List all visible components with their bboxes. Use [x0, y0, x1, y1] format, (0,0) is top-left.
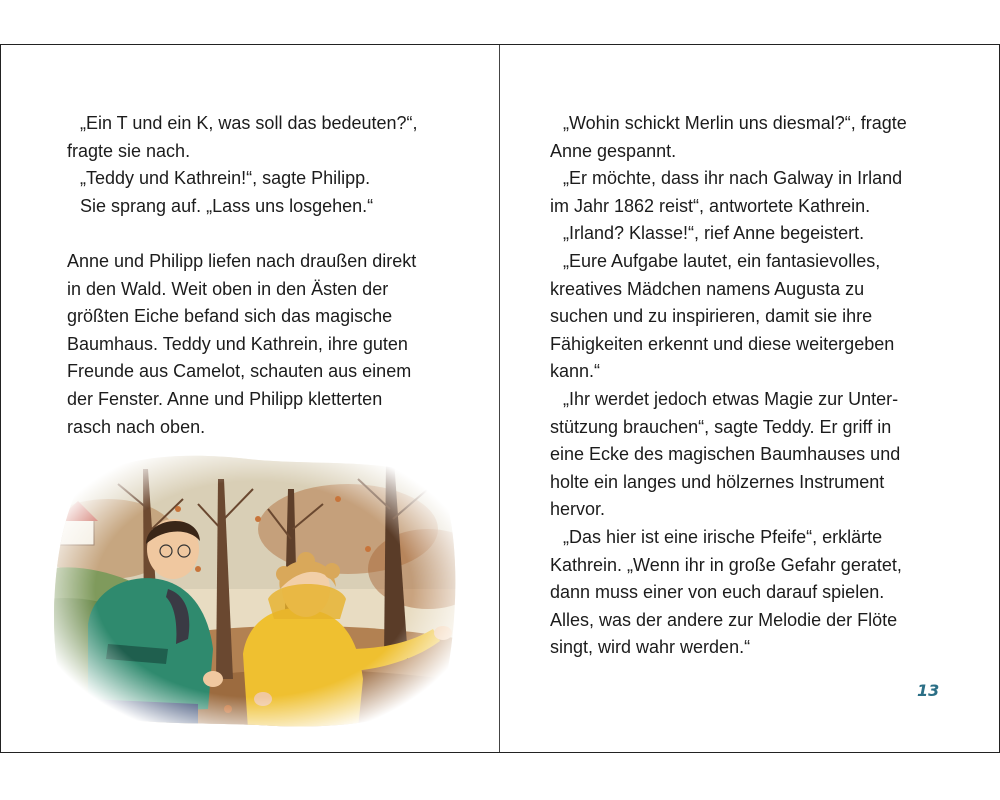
text-line: größten Eiche befand sich das magische — [67, 306, 393, 327]
text-line: „Teddy und Kathrein!“, sagte Philipp. — [80, 168, 371, 189]
text-line: eine Ecke des magischen Baumhauses und — [550, 444, 901, 465]
forest-children-illustration-icon — [48, 449, 460, 729]
text-line: Anne und Philipp liefen nach draußen direkt — [67, 251, 417, 271]
right-text-block — [550, 110, 950, 662]
page-number: 13 — [917, 681, 940, 700]
text-line: der Fenster. Anne und Philipp kletterten — [67, 388, 383, 409]
text-line: „Er möchte, dass ihr nach Galway in Irland — [563, 168, 903, 189]
text-line: kreatives Mädchen namens Augusta zu — [550, 278, 865, 299]
text-line: „Das hier ist eine irische Pfeife“, erklärte — [563, 526, 883, 547]
text-line: Sie sprang auf. „Lass uns losgehen.“ — [80, 195, 374, 216]
text-line: „Irland? Klasse!“, rief Anne begeistert. — [563, 223, 865, 244]
text-line: kann.“ — [550, 361, 601, 382]
text-line: holte ein langes und hölzernes Instrument — [550, 471, 885, 492]
book-spread — [0, 44, 1000, 753]
text-line: Anne gespannt. — [550, 140, 677, 161]
text-line: singt, wird wahr werden.“ — [550, 637, 751, 658]
text-line: Baumhaus. Teddy und Kathrein, ihre guten — [67, 333, 408, 354]
text-line: „Wohin schickt Merlin uns diesmal?“, fragte — [563, 113, 907, 133]
text-line: im Jahr 1862 reist“, antwortete Kathrein. — [550, 195, 871, 216]
text-line: rasch nach oben. — [67, 416, 206, 437]
text-line: Kathrein. „Wenn ihr in große Gefahr geratet, — [550, 554, 902, 575]
text-line: „Ein T und ein K, was soll das bedeuten?“, — [80, 113, 418, 133]
text-line: suchen und zu inspirieren, damit sie ihre — [550, 306, 873, 327]
text-line: fragte sie nach. — [67, 140, 191, 161]
text-line: „Ihr werdet jedoch etwas Magie zur Unter- — [563, 388, 899, 409]
text-line: „Eure Aufgabe lautet, ein fantasievolles, — [563, 250, 881, 271]
text-line: in den Wald. Weit oben in den Ästen der — [67, 278, 389, 299]
left-paragraph-2 — [67, 248, 467, 441]
text-line: Fähigkeiten erkennt und diese weitergeben — [550, 333, 895, 354]
right-page — [500, 45, 1000, 752]
left-paragraph-1 — [67, 110, 467, 220]
text-line: Freunde aus Camelot, schauten aus einem — [67, 361, 412, 382]
text-line: stützung brauchen“, sagte Teddy. Er griff in — [550, 416, 892, 437]
text-line: Alles, was der andere zur Melodie der Flöte — [550, 609, 898, 630]
text-line: dann muss einer von euch darauf spielen. — [550, 582, 885, 603]
left-page — [0, 45, 499, 752]
text-line: hervor. — [550, 499, 606, 520]
